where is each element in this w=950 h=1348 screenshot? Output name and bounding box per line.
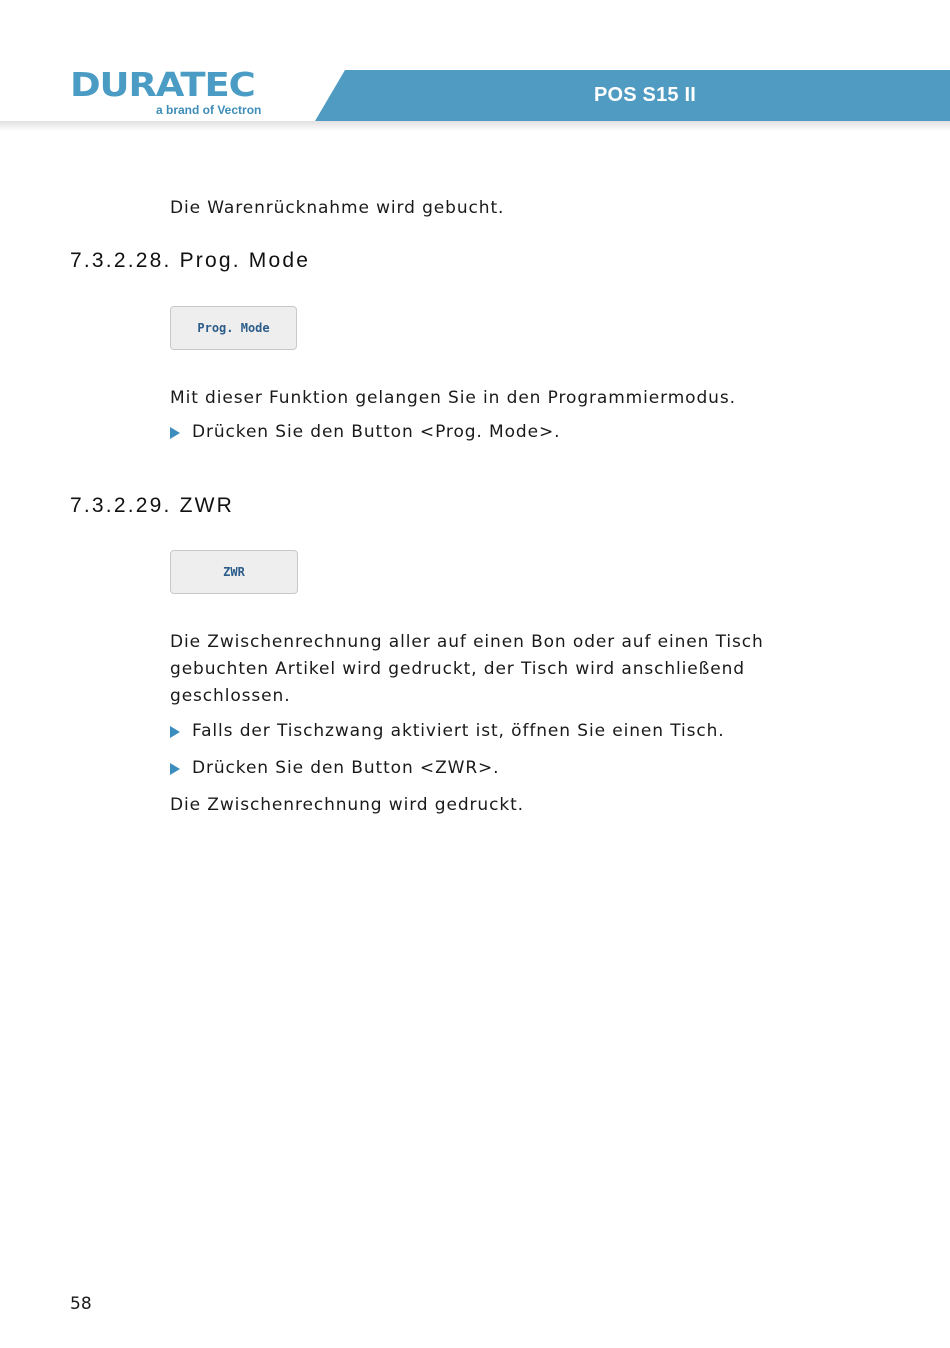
page-number: 58 xyxy=(70,1294,92,1314)
list-item xyxy=(170,721,725,741)
zwr-button[interactable]: ZWR xyxy=(170,550,298,594)
prog-mode-button[interactable]: Prog. Mode xyxy=(170,306,297,350)
zwr-description-line: Die Zwischenrechnung aller auf einen Bon oder auf einen Tisch xyxy=(170,632,764,652)
prog-mode-description: Mit dieser Funktion gelangen Sie in den Programmiermodus. xyxy=(170,388,736,408)
list-item xyxy=(170,422,560,442)
triangle-right-icon xyxy=(170,427,180,439)
triangle-right-icon xyxy=(170,763,180,775)
list-item xyxy=(170,758,500,778)
logo-tagline: a brand of Vectron xyxy=(156,103,262,117)
page-header xyxy=(0,0,950,130)
zwr-description xyxy=(170,629,764,710)
header-shadow xyxy=(0,121,950,131)
product-title: POS S15 II xyxy=(593,84,697,106)
zwr-description-line: geschlossen. xyxy=(170,686,291,706)
zwr-result: Die Zwischenrechnung wird gedruckt. xyxy=(170,795,524,815)
triangle-right-icon xyxy=(170,726,180,738)
list-item-text: Falls der Tischzwang aktiviert ist, öffnen Sie einen Tisch. xyxy=(192,721,725,741)
list-item-text: Drücken Sie den Button <Prog. Mode>. xyxy=(192,422,561,442)
logo-wordmark: DURATEC xyxy=(70,65,255,104)
zwr-description-line: gebuchten Artikel wird gedruckt, der Tisch wird anschließend xyxy=(170,659,745,679)
list-item-text: Drücken Sie den Button <ZWR>. xyxy=(192,758,500,778)
duratec-logo xyxy=(70,65,300,118)
section-heading-zwr: 7.3.2.29. ZWR xyxy=(70,494,234,517)
section-heading-prog-mode: 7.3.2.28. Prog. Mode xyxy=(70,249,311,272)
intro-text: Die Warenrücknahme wird gebucht. xyxy=(170,198,505,218)
